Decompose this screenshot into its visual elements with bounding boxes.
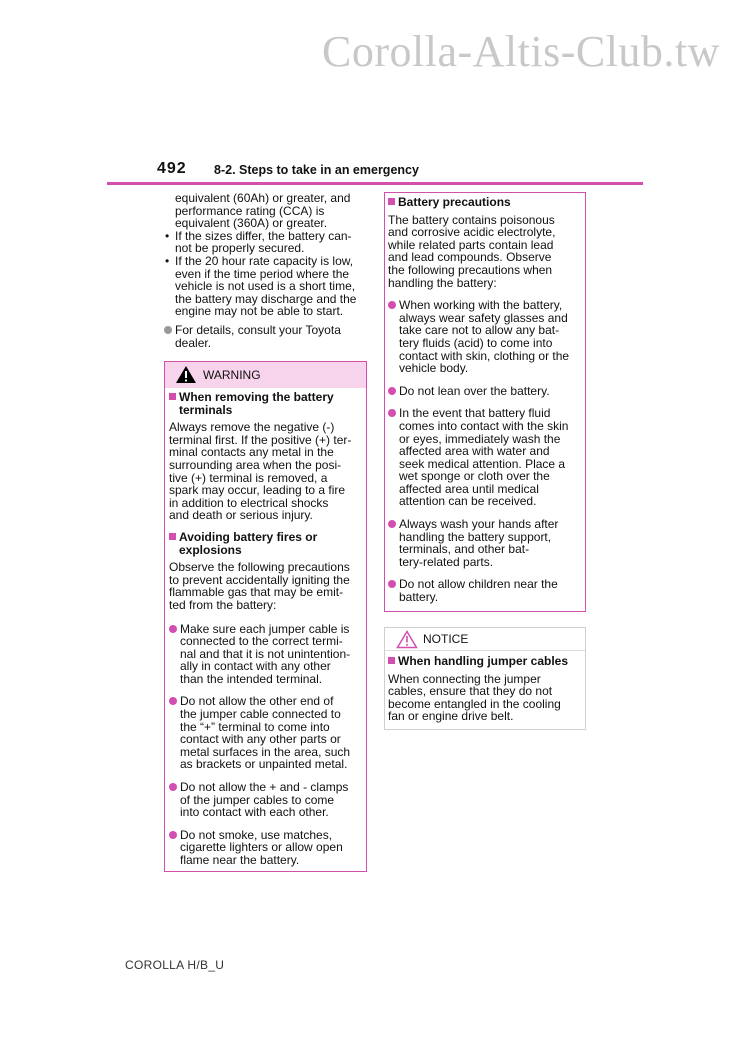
left-column [164,192,366,349]
bullet-dot-icon: • [165,253,170,268]
pink-bullet-icon [169,697,177,705]
footer-model: COROLLA H/B_U [125,958,225,972]
square-bullet-icon [169,533,176,540]
list-item: Always wash your hands after handling the battery support, terminals, and other bat- tery-related parts. [388,518,579,568]
pink-bullet-icon [169,783,177,791]
list-item: In the event that battery fluid comes into contact with the skin or eyes, immediately wash the affected area with water and seek medical attention. Place a wet sponge or cloth over the affected area until medical attention can be received. [388,407,579,508]
bullet-item: • If the sizes differ, the battery can- not be properly secured. [165,228,352,256]
pink-bullet-icon [388,520,396,528]
battery-precautions-heading: Battery precautions [388,196,579,209]
pink-bullet-icon [388,409,396,417]
pink-bullet-icon [388,387,396,395]
notice-triangle-icon [396,630,418,654]
pink-bullet-icon [388,580,396,588]
warning-box [164,361,367,872]
warning-subheading-terminals: When removing the battery terminals [169,391,360,416]
battery-paragraph: The battery contains poisonous and corrosive acidic electrolyte, while related parts contain lead and lead compounds. Observe the following precautions when handling the battery: [388,212,556,290]
pink-bullet-icon [169,831,177,839]
bullet-item: • If the 20 hour rate capacity is low, even if the time period where the vehicle is not used is a short time, the battery may discharge and the engine may not be able to start. [165,253,357,319]
notice-header [385,628,585,651]
list-item: Do not lean over the battery. [388,385,579,398]
details-item: For details, consult your Toyota dealer. [164,324,366,349]
watermark: Corolla-Altis-Club.tw [322,27,720,76]
section-title: 8-2. Steps to take in an emergency [214,163,419,177]
list-item: Do not smoke, use matches, cigarette lighters or allow open flame near the battery. [169,829,360,867]
warning-paragraph: Observe the following precautions to prevent accidentally igniting the flammable gas that may be emit- ted from the battery: [169,560,350,612]
continued-text: equivalent (60Ah) or greater, and performance rating (CCA) is equivalent (360A) or greater. [175,191,351,231]
notice-subheading: When handling jumper cables [388,655,579,668]
list-item: Do not allow the + and - clamps of the jumper cables to come into contact with each other. [169,781,360,819]
notice-box [384,627,586,730]
square-bullet-icon [388,198,395,205]
warning-paragraph: Always remove the negative (-) terminal first. If the positive (+) ter- minal contacts any metal in the surrounding area when the posi- tive (+) terminal is removed, a spark may occur, leading to a fire in addition to electrical shocks and death or serious injury. [169,420,352,523]
pink-bullet-icon [169,625,177,633]
battery-precautions-box [384,192,586,612]
warning-label: WARNING [203,368,261,382]
warning-header [165,362,366,388]
bullet-dot-icon: • [165,228,170,243]
page-number: 492 [157,160,187,177]
notice-label: NOTICE [423,632,469,646]
header-rule [107,182,643,185]
list-item: Do not allow children near the battery. [388,578,579,603]
list-item: Do not allow the other end of the jumper cable connected to the “+” terminal to come into contact with any other parts or metal surfaces in the area, such as brackets or unpainted metal. [169,695,360,771]
warning-subheading-fires: Avoiding battery fires or explosions [169,531,360,556]
square-bullet-icon [388,657,395,664]
warning-triangle-icon [175,365,197,389]
grey-bullet-icon [164,326,172,334]
square-bullet-icon [169,393,176,400]
pink-bullet-icon [388,301,396,309]
notice-paragraph: When connecting the jumper cables, ensure that they do not become entangled in the cooling fan or engine drive belt. [388,671,561,724]
list-item: When working with the battery, always wear safety glasses and take care not to allow any bat- tery fluids (acid) to come into contact with skin, clothing or the vehicle body. [388,299,579,375]
list-item: Make sure each jumper cable is connected to the correct termi- nal and that it is not unintention- ally in contact with any other than the intended terminal. [169,623,360,686]
